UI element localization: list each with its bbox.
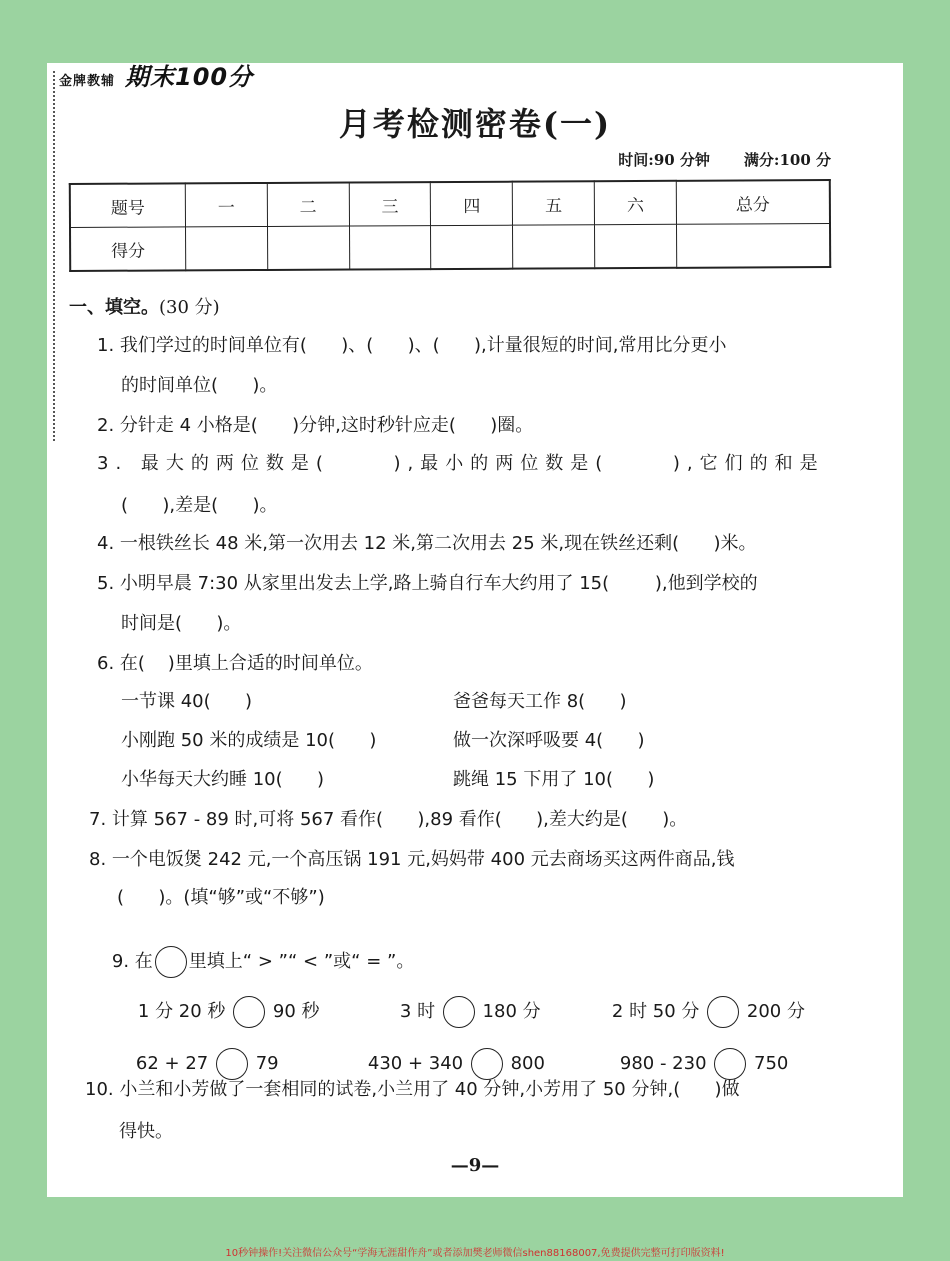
score-cell[interactable] <box>595 224 677 268</box>
page-number: —9— <box>450 1155 500 1176</box>
header-cell: 二 <box>267 183 349 227</box>
score-cell[interactable] <box>513 225 595 269</box>
section-points: (30 分) <box>159 297 220 318</box>
compare-left: 2 时 50 分 <box>611 1001 700 1022</box>
compare-left: 3 时 <box>399 1001 436 1022</box>
time-limit: 时间:90 分钟 <box>618 151 710 169</box>
question-6-item: 小华每天大约睡 10( ) <box>121 769 325 790</box>
header-cell: 三 <box>349 182 431 226</box>
compare-right: 180 分 <box>482 1001 541 1022</box>
question-7: 7. 计算 567 - 89 时,可将 567 看作( ),89 看作( ),差大约是( )。 <box>89 809 688 830</box>
brand-small: 金牌教辅 <box>59 74 116 89</box>
header-cell: 题号 <box>70 183 186 227</box>
compare-circle <box>155 946 187 978</box>
compare-right: 79 <box>255 1053 279 1074</box>
question-8: 8. 一个电饭煲 242 元,一个高压锅 191 元,妈妈带 400 元去商场买这两件商品,钱 <box>89 849 735 870</box>
question-6-item: 一节课 40( ) <box>121 691 253 712</box>
question-3: 3. 最大的两位数是( ),最小的两位数是( ),它们的和是 <box>97 453 825 474</box>
question-10: 10. 小兰和小芳做了一套相同的试卷,小兰用了 40 分钟,小芳用了 50 分钟,( )做 <box>85 1079 740 1100</box>
score-cell[interactable] <box>431 225 513 269</box>
section-title <box>69 293 220 319</box>
compare-right: 750 <box>754 1053 789 1074</box>
compare-left: 1 分 20 秒 <box>137 1001 226 1022</box>
score-table-header-row <box>70 180 830 227</box>
compare-left: 62 + 27 <box>135 1053 209 1074</box>
exam-meta <box>584 149 831 170</box>
compare-right: 90 秒 <box>272 1001 320 1022</box>
question-2: 2. 分针走 4 小格是( )分钟,这时秒针应走( )圈。 <box>97 415 534 436</box>
footer-notice: 10秒钟操作!关注微信公众号“学海无涯甜作舟”或者添加樊老师微信shen88168007,免费提供完整可打印版资料! <box>225 1248 725 1259</box>
question-6-item: 做一次深呼吸要 4( ) <box>453 730 645 751</box>
question-9-pre: 9. 在 <box>111 951 153 972</box>
score-cell[interactable] <box>267 226 349 270</box>
section-heading: 一、填空。 <box>69 297 159 318</box>
question-3-cont: ( ),差是( )。 <box>121 495 278 516</box>
question-6-item: 跳绳 15 下用了 10( ) <box>453 769 655 790</box>
score-label-cell: 得分 <box>70 227 186 271</box>
compare-circle[interactable] <box>707 996 739 1028</box>
question-10-cont: 得快。 <box>119 1121 173 1142</box>
exam-paper <box>47 63 903 1197</box>
brand-logo <box>59 57 254 91</box>
question-6-item: 小刚跑 50 米的成绩是 10( ) <box>121 730 377 751</box>
header-cell: 四 <box>431 182 513 226</box>
question-4: 4. 一根铁丝长 48 米,第一次用去 12 米,第二次用去 25 米,现在铁丝还剩( )米。 <box>97 533 757 554</box>
compare-right: 200 分 <box>746 1001 805 1022</box>
compare-right: 800 <box>510 1053 545 1074</box>
header-cell: 六 <box>594 181 676 225</box>
question-5: 5. 小明早晨 7:30 从家里出发去上学,路上骑自行车大约用了 15( ),他到学校的 <box>97 573 758 594</box>
full-score: 满分:100 分 <box>743 151 831 169</box>
score-table <box>69 179 831 272</box>
score-cell[interactable] <box>676 224 830 268</box>
question-1-cont: 的时间单位( )。 <box>121 375 278 396</box>
question-8-cont: ( )。(填“够”或“不够”) <box>117 887 325 908</box>
page-title: 月考检测密卷(一) <box>338 105 612 143</box>
score-table-score-row <box>70 224 830 271</box>
question-9-post: 里填上“ > ”“ < ”或“ = ”。 <box>188 951 415 972</box>
header-cell: 一 <box>185 183 267 227</box>
question-1: 1. 我们学过的时间单位有( )、( )、( ),计量很短的时间,常用比分更小 <box>97 335 727 356</box>
score-cell[interactable] <box>349 226 431 270</box>
question-5-cont: 时间是( )。 <box>121 613 242 634</box>
header-cell: 总分 <box>676 180 830 224</box>
header-cell: 五 <box>513 181 595 225</box>
compare-circle[interactable] <box>443 996 475 1028</box>
compare-left: 980 - 230 <box>619 1053 707 1074</box>
compare-left: 430 + 340 <box>367 1053 464 1074</box>
question-6: 6. 在( )里填上合适的时间单位。 <box>97 653 373 674</box>
brand-big: 期末100分 <box>125 63 254 91</box>
question-6-item: 爸爸每天工作 8( ) <box>453 691 627 712</box>
score-cell[interactable] <box>186 226 268 270</box>
compare-circle[interactable] <box>233 996 265 1028</box>
